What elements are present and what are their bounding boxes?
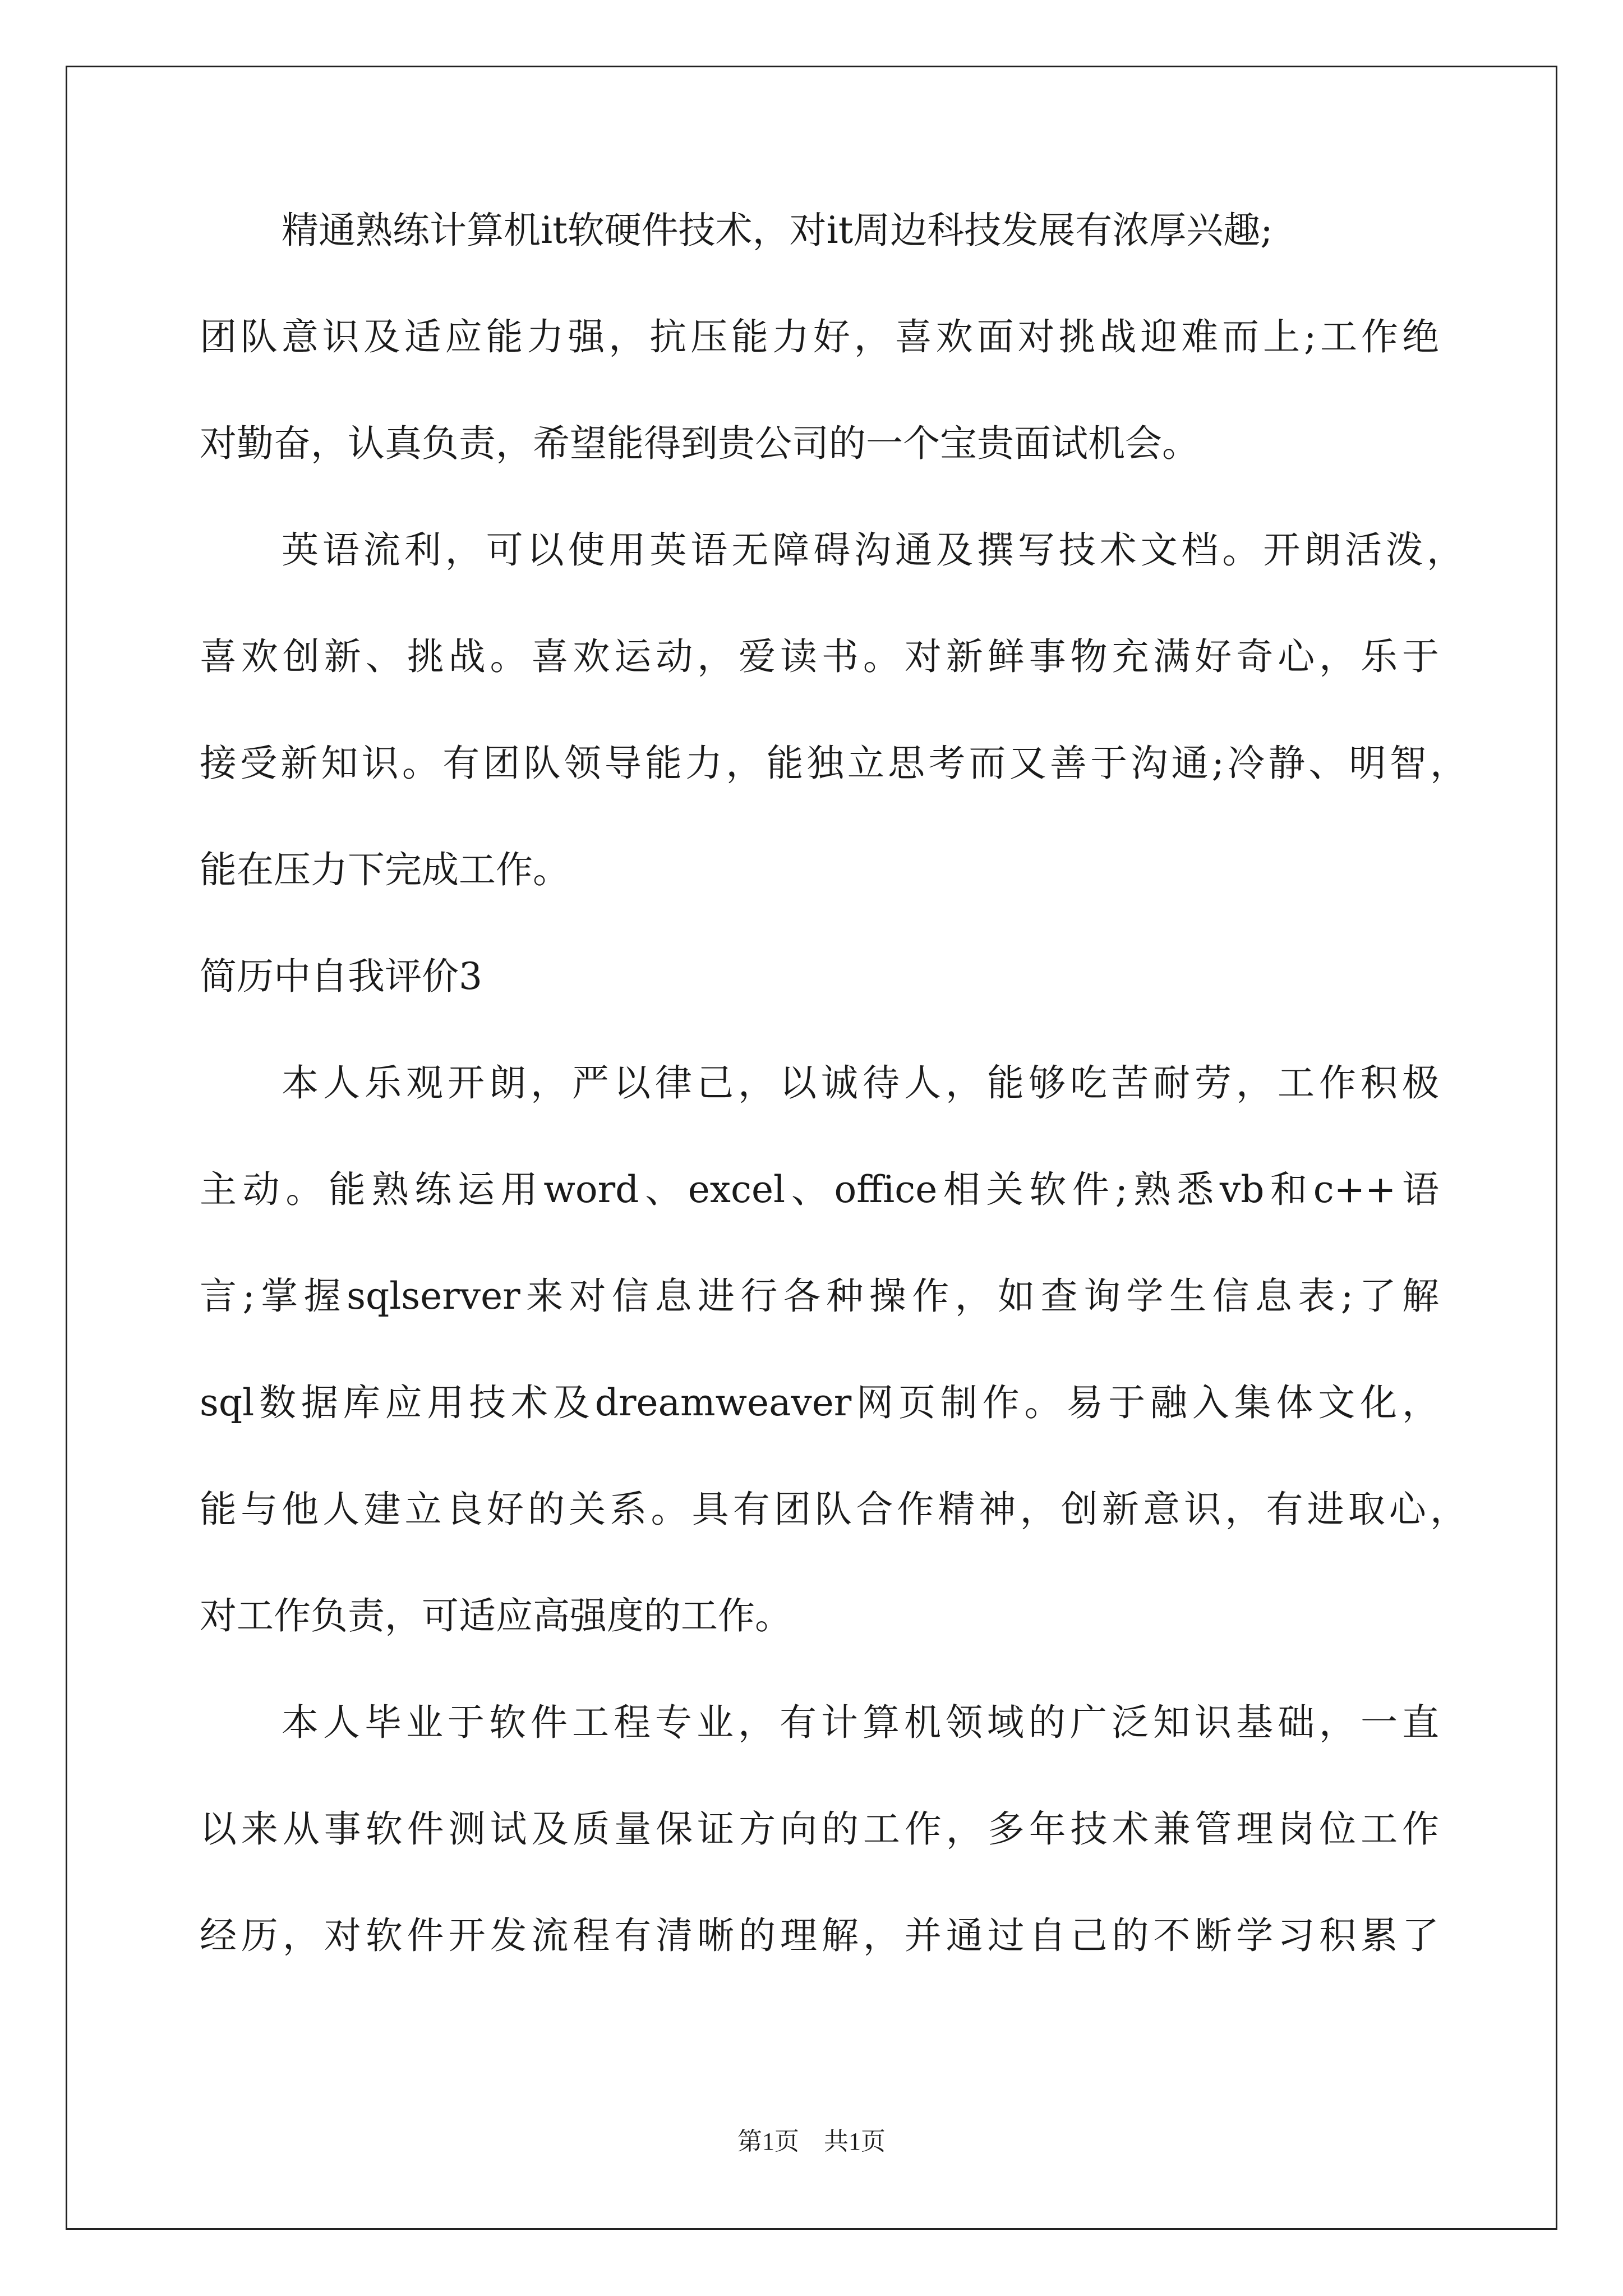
body-text-line: 经历，对软件开发流程有清晰的理解，并通过自己的不断学习积累了 — [200, 1914, 1439, 1957]
body-text-line: sql数据库应用技术及dreamweaver网页制作。易于融入集体文化， — [200, 1381, 1439, 1424]
body-text-line: 对勤奋，认真负责，希望能得到贵公司的一个宝贵面试机会。 — [200, 422, 1199, 465]
page-number-footer: 第1页 共1页 — [737, 2128, 886, 2155]
body-text-line: 以来从事软件测试及质量保证方向的工作，多年技术兼管理岗位工作 — [200, 1807, 1439, 1851]
body-text-line: 对工作负责，可适应高强度的工作。 — [200, 1594, 792, 1637]
body-text-line: 能在压力下完成工作。 — [200, 848, 570, 891]
body-text-line: 能与他人建立良好的关系。具有团队合作精神，创新意识，有进取心， — [200, 1488, 1467, 1531]
body-text-line: 接受新知识。有团队领导能力，能独立思考而又善于沟通;冷静、明智， — [200, 742, 1467, 785]
body-text-line: 精通熟练计算机it软硬件技术，对it周边科技发展有浓厚兴趣; — [282, 209, 1273, 252]
body-text-line: 本人毕业于软件工程专业，有计算机领域的广泛知识基础，一直 — [282, 1701, 1439, 1744]
body-text-line: 主动。能熟练运用word、excel、office相关软件;熟悉vb和c++语 — [200, 1168, 1439, 1211]
body-text-line: 喜欢创新、挑战。喜欢运动，爱读书。对新鲜事物充满好奇心，乐于 — [200, 635, 1439, 678]
body-text-line: 本人乐观开朗，严以律己，以诚待人，能够吃苦耐劳，工作积极 — [282, 1061, 1439, 1105]
section-heading: 简历中自我评价3 — [200, 955, 482, 998]
body-text-line: 英语流利，可以使用英语无障碍沟通及撰写技术文档。开朗活泼， — [282, 528, 1464, 572]
body-text-line: 言;掌握sqlserver来对信息进行各种操作，如查询学生信息表;了解 — [200, 1274, 1439, 1318]
body-text-line: 团队意识及适应能力强，抗压能力好，喜欢面对挑战迎难而上;工作绝 — [200, 315, 1439, 358]
page-border — [66, 66, 1557, 2230]
